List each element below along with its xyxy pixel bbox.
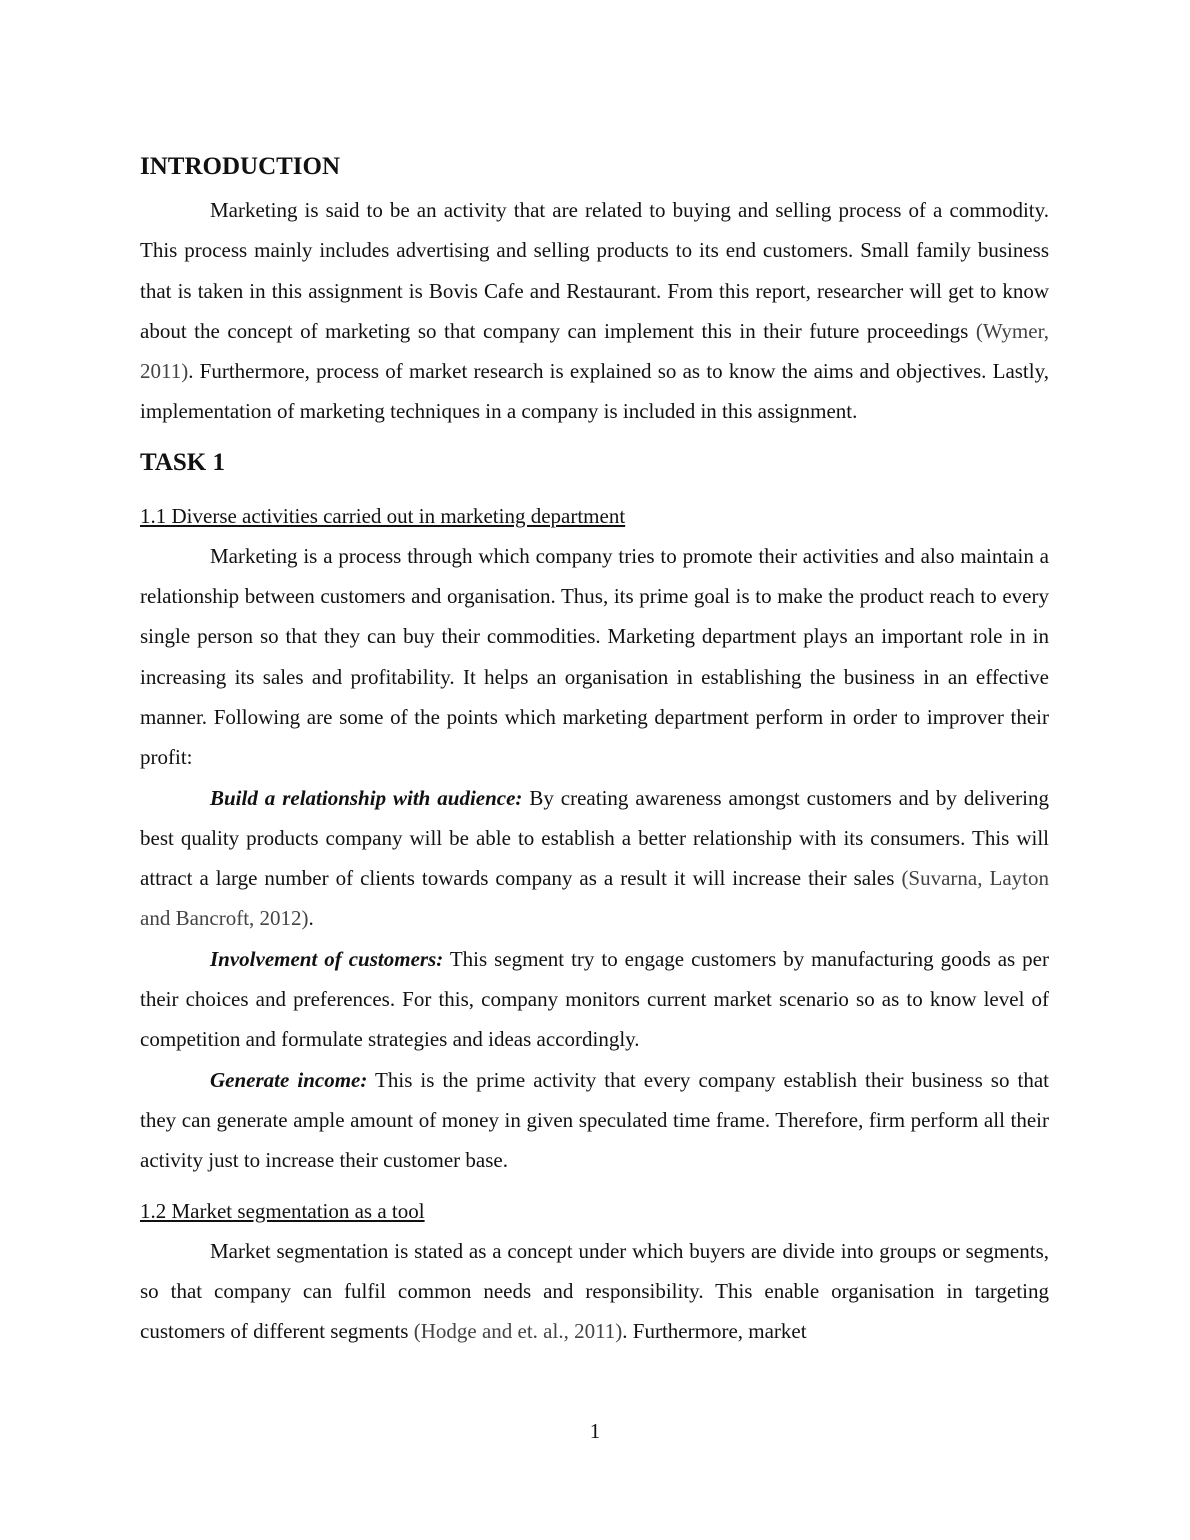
document-page [140,150,1049,1351]
citation: (Hodge and et. al., 2011) [413,1319,623,1344]
introduction-heading: INTRODUCTION [140,153,341,180]
section-1-1-title: 1.1 Diverse activities carried out in marketing department [140,503,626,528]
point-lead: Build a relationship with audience: [210,785,523,810]
point-generate-income: Generate income: This is the prime activity that every company establish their business so that they can generate ample amount of money in given speculated time frame. Therefore, firm perform all their activity just to increase their customer base. [140,1067,1049,1173]
section-1-2-paragraph: Market segmentation is stated as a concept under which buyers are divide into groups or segments, so that company can fulfil common needs and responsibility. This enable organisation in targeting customers of different segments (Hodge and et. al., 2011). Furthermore, market [140,1238,1049,1344]
point-involvement-customers: Involvement of customers: This segment try to engage customers by manufacturing goods as per their choices and preferences. For this, company monitors current market scenario so as to know level of competition and formulate strategies and ideas accordingly. [140,946,1049,1052]
section-1-1-paragraph: Marketing is a process through which company tries to promote their activities and also maintain a relationship between customers and organisation. Thus, its prime goal is to make the product reach to every single person so that they can buy their commodities. Marketing department plays an important role in in increasing its sales and profitability. It helps an organisation in establishing the business in an effective manner. Following are some of the points which marketing department perform in order to improver their profit: [140,543,1049,770]
section-1-2-title: 1.2 Market segmentation as a tool [140,1198,425,1223]
citation: (Suvarna, Layton and Bancroft, 2012) [140,866,1049,931]
page-number: 1 [589,1419,601,1443]
task1-heading: TASK 1 [140,448,225,476]
citation: (Wymer, 2011) [140,318,1049,384]
point-lead: Generate income: [210,1067,368,1092]
point-build-relationship: Build a relationship with audience: By creating awareness amongst customers and by delivering best quality products company will be able to establish a better relationship with its consumers. This will attract a large number of clients towards company as a result it will increase their sales (Suvarna, Layton and Bancroft, 2012). [140,785,1049,931]
point-lead: Involvement of customers: [210,946,444,971]
introduction-paragraph: Marketing is said to be an activity that are related to buying and selling process of a commodity. This process mainly includes advertising and selling products to its end customers. Small family business that is taken in this assignment is Bovis Cafe and Restaurant. From this report, researcher will get to know about the concept of marketing so that company can implement this in their future proceedings (Wymer, 2011). Furthermore, process of market research is explained so as to know the aims and objectives. Lastly, implementation of marketing techniques in a company is included in this assignment. [140,198,1049,424]
